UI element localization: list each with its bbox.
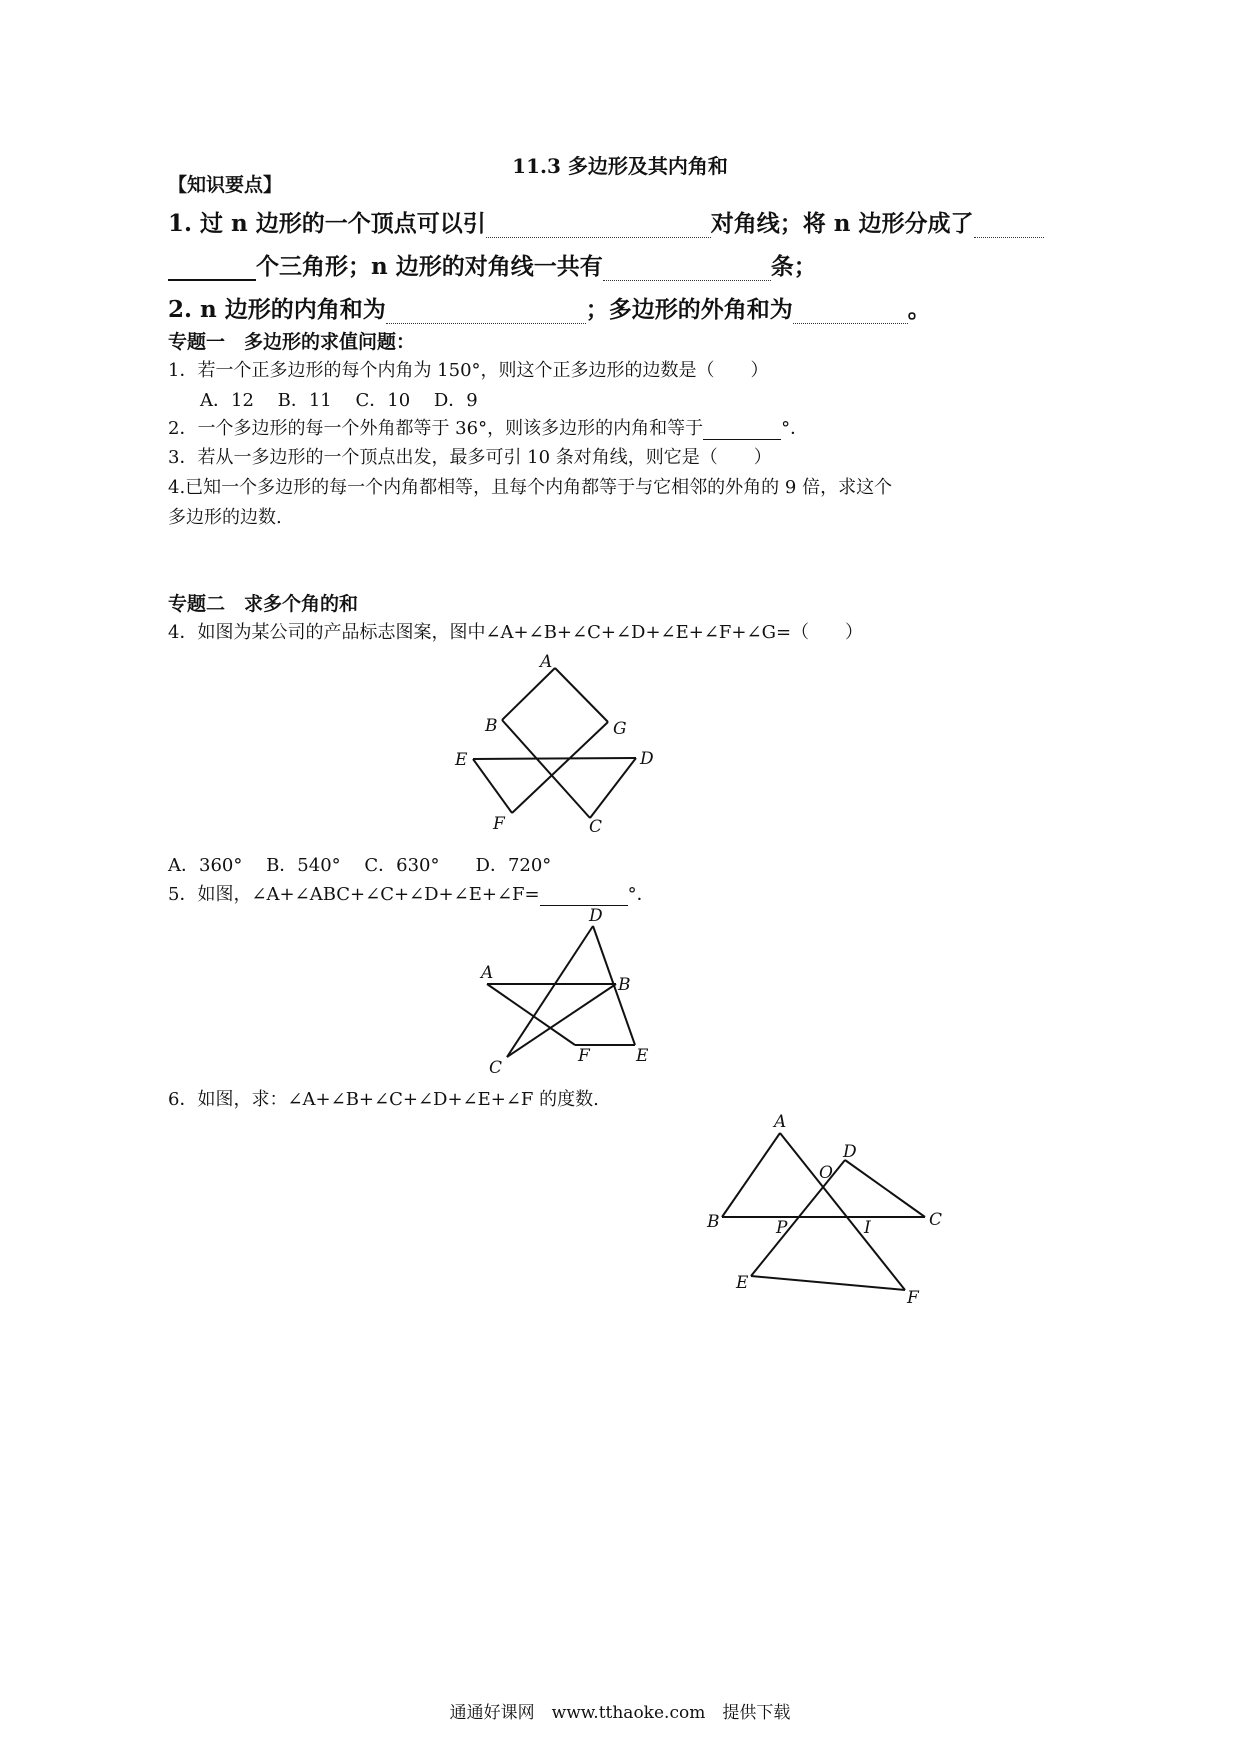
topic1-question-2-text-b: °． [781,418,809,439]
knowledge-line-1 [168,205,1044,238]
label-point-b: B [707,1212,720,1232]
topic1-question-1-options: A．12 B．11 C．10 D．9 [200,390,478,411]
label-point-e: E [455,750,468,770]
blank-diagonals-from-vertex[interactable] [486,215,711,238]
blank-total-diagonals[interactable] [603,258,771,281]
topic1-question-4-line-1: 4.已知一个多边形的每一个内角都相等，且每个内角都等于与它相邻的外角的 9 倍，求这个 [168,477,893,498]
triangles-lines [722,1133,925,1290]
label-point-a: A [540,652,553,672]
label-point-d: D [843,1142,857,1162]
label-point-a: A [774,1112,787,1132]
label-point-i: I [864,1218,871,1238]
star-figure [470,900,670,1080]
blank-interior-sum-answer[interactable] [703,421,781,440]
knowledge-line-3-text-b: ；多边形的外角和为 [585,296,793,323]
topic2-question-6: 6．如图，求：∠A+∠B+∠C+∠D+∠E+∠F 的度数. [168,1089,599,1110]
topic1-question-2 [168,414,808,440]
blank-triangle-count-start[interactable] [974,215,1044,238]
topic2-question-5-text-b: °． [627,884,655,905]
knowledge-line-2-text-b: 条； [770,253,817,280]
page-title: 11.3 多边形及其内角和 [512,154,728,178]
label-point-e: E [636,1046,649,1066]
label-point-d: D [640,749,654,769]
knowledge-line-2 [168,248,817,281]
topic1-question-1: 1．若一个正多边形的每个内角为 150°，则这个正多边形的边数是（ ） [168,360,769,381]
knowledge-line-1-text-a: 1. 过 n 边形的一个顶点可以引 [168,210,486,237]
label-point-b: B [485,716,498,736]
label-point-o: O [819,1163,833,1183]
topic2-question-5-text-a: 5．如图，∠A+∠ABC+∠C+∠D+∠E+∠F= [168,884,540,905]
label-point-c: C [929,1210,943,1230]
label-point-a: A [481,963,494,983]
label-point-g: G [613,719,627,739]
knowledge-line-1-text-b: 对角线；将 n 边形分成了 [710,210,974,237]
label-point-c: C [489,1058,503,1078]
label-point-f: F [907,1288,919,1308]
topic1-heading: 专题一 多边形的求值问题： [168,331,416,353]
topic2-question-4-options: A．360° B．540° C．630° D．720° [168,855,552,876]
topic1-question-2-text-a: 2．一个多边形的每一个外角都等于 36°，则该多边形的内角和等于 [168,418,704,439]
triangles-figure [700,1105,960,1315]
knowledge-line-3-text-a: 2. n 边形的内角和为 [168,296,386,323]
label-point-e: E [736,1273,749,1293]
logo-figure [440,645,680,845]
knowledge-line-2-text-a: 个三角形；n 边形的对角线一共有 [256,253,603,280]
blank-interior-angle-sum[interactable] [386,301,586,324]
knowledge-line-3-text-c: 。 [907,296,931,323]
topic2-heading: 专题二 求多个角的和 [168,593,359,615]
label-point-c: C [589,817,603,837]
topic2-question-4: 4．如图为某公司的产品标志图案，图中∠A+∠B+∠C+∠D+∠E+∠F+∠G=（ ） [168,622,864,643]
topic1-question-3: 3．若从一多边形的一个顶点出发，最多可引 10 条对角线，则它是（ ） [168,447,772,468]
label-point-d: D [589,906,603,926]
knowledge-heading: 【知识要点】 [168,174,283,196]
logo-lines [473,668,636,818]
knowledge-line-3 [168,291,931,324]
footer-source: 通通好课网 www.tthaoke.com 提供下载 [449,1703,791,1723]
label-point-b: B [618,975,631,995]
blank-triangle-count[interactable] [168,257,256,281]
label-point-f: F [578,1046,590,1066]
blank-exterior-angle-sum[interactable] [793,301,908,324]
topic1-question-4-line-2: 多边形的边数. [168,507,282,528]
label-point-f: F [493,814,505,834]
star-lines [487,926,635,1057]
label-point-p: P [776,1218,788,1238]
